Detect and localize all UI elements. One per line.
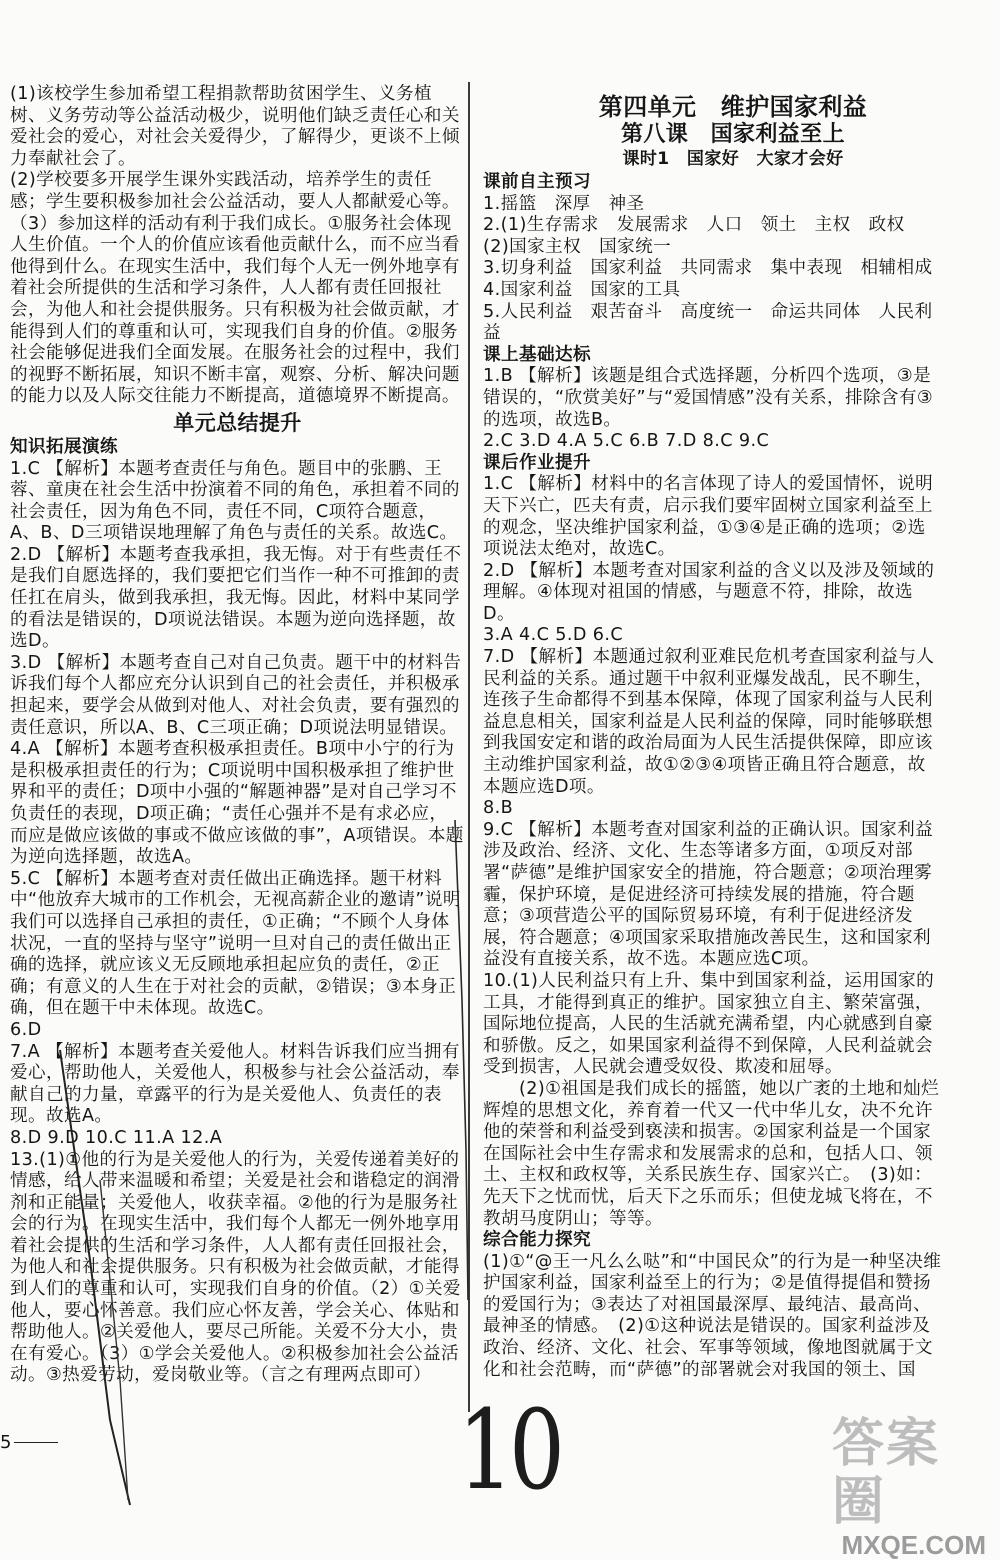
preview-line: 5.人民利益 艰苦奋斗 高度统一 命运共同体 人民利益 (483, 301, 933, 344)
left-intro-block (10, 84, 465, 408)
answer-item: 2.D 【解析】本题考查我承担，我无悔。对于有些责任不是我们自愿选择的，我们要把它们当作一种不可推卸的责任扛在肩头，做到我承担，我无悔。因此，材料中某同学的看法是错误的，D项说法错误。本题为逆向选择题，故选D。 (10, 544, 462, 652)
basic-line: 2.C 3.D 4.A 5.C 6.B 7.D 8.C 9.C (483, 431, 770, 452)
homework-line: 8.B (483, 798, 514, 819)
answer-item: 5.C 【解析】本题考查对责任做出正确选择。题干材料中“他放弃大城市的工作机会，无视高薪企业的邀请”说明我们可以选择自己承担的责任，①正确；“不顾个人身体状况，一直的坚持与坚守”说明一旦对自己的责任做出正确的选择，就应该义无反顾地承担起应负的责任，②正确；有意义的人生在于对社会的贡献，②错误；③本身正确，但在题干中未体现。故选C。 (10, 868, 461, 1019)
homework-line: 1.C 【解析】材料中的名言体现了诗人的爱国情怀，说明天下兴亡，匹夫有责，启示我们要牢固树立国家利益至上的观念，坚决维护国家利益，①③④是正确的选项；②选项说法太绝对，故选C。 (483, 474, 934, 560)
left-column (10, 84, 465, 1387)
right-column (483, 92, 943, 1381)
answer-item: 3.D 【解析】本题考查自己对自己负责。题干中的材料告诉我们每个人都应充分认识到自己的社会责任，并积极承担起来，要学会从做到对他人、对社会负责，要有强烈的责任意识，所以A、B、C三项正确；D项说法明显错误。 (10, 652, 462, 738)
homework-line: 3.A 4.C 5.D 6.C (483, 625, 624, 646)
lesson-title: 第八课 国家利益至上 (620, 122, 845, 147)
answer-item: 4.A 【解析】本题考查积极承担责任。B项中小宁的行为是积极承担责任的行为；C项说明中国积极承担了维护世界和平的责任；D项中小强的“解题神器”是对自己学习不负责任的表现，D项正确；“责任心强并不是有求必应，而应是做应该做的事或不做应该做的事”，A项错误。本题为逆向选择题，故选A。 (10, 739, 464, 868)
answer-item: 7.A 【解析】本题考查关爱他人。材料告诉我们应当拥有爱心，帮助他人，关爱他人，积极参与社会公益活动，奉献自己的力量，章露平的行为是关爱他人、负责任的表现。故选A。 (10, 1041, 460, 1127)
heading-preview: 课前自主预习 (483, 172, 591, 192)
session-title: 课时1 国家好 大家才会好 (622, 149, 844, 169)
comprehensive-line: (1)①“@王一凡么么哒”和“中国民众”的行为是一种坚决维护国家利益，国家利益至上的行为；②是值得提倡和赞扬的爱国行为；③表达了对祖国最深厚、最纯洁、最高尚、最神圣的情感。 (2)①这种说法是错误的。国家利益涉及政治、经济、文化、社会、军事等领域，像地图就属于文化和社会范畴，而“萨德”的部署就会对我国的领土、国 (483, 1251, 942, 1380)
preview-line: (2)国家主权 国家统一 (483, 236, 672, 257)
heading-basic: 课上基础达标 (483, 344, 591, 365)
page-number: 5 (0, 1432, 12, 1453)
preview-line: 3.切身利益 国家利益 共同需求 集中表现 相辅相成 (483, 258, 933, 279)
homework-line: 10.(1)人民利益只有上升、集中到国家利益，运用国家的工具，才能得到真正的维护。国家独立自主、繁荣富强，国际地位提高，人民的生活就充满希望，内心就感到自豪和骄傲。反之，如果国家利益得不到保障，人民利益就会受到损害，人民就会遭受奴役、欺凌和屈辱。 (483, 970, 935, 1078)
answer-item: 13.(1)①他的行为是关爱他人的行为，关爱传递着美好的情感，给人带来温暖和希望；关爱是社会和谐稳定的润滑剂和正能量；关爱他人，收获幸福。②他的行为是服务社会的行为。在现实生活中，我们每个人都无一例外地享用着社会提供的生活和学习条件，人人都有责任回报社会，为他人和社会提供服务。只有积极为社会做贡献，才能得到人们的尊重和认可，实现我们自身的价值。（2）①关爱他人，要心怀善意。我们应心怀友善，学会关心、体贴和帮助他人。②关爱他人，要尽己所能。关爱不分大小，贵在有爱心。（3）①学会关爱他人。②积极参加社会公益活动。③热爱劳动，爱岗敬业等。（言之有理两点即可） (10, 1149, 461, 1386)
site-watermark (832, 1414, 992, 1560)
column-divider (468, 82, 470, 1412)
handwritten-mark: 10 (457, 1386, 561, 1514)
watermark-logo-text: 答案圈 (832, 1414, 941, 1532)
preview-line: 4.国家利益 国家的工具 (483, 279, 681, 300)
homework-line: (2)①祖国是我们成长的摇篮，她以广袤的土地和灿烂辉煌的思想文化，养育着一代又一代中华儿女，决不允许他的荣誉和利益受到亵渎和损害。②国家利益是一个国家在国际社会中生存需求和发展需求的总和，包括人口、领土、主权和政权等，关系民族生存、国家兴亡。 (3)如：先天下之忧而忧，后天下之乐而乐；但使龙城飞将在，不教胡马度阴山；等等。 (483, 1078, 940, 1229)
unit-title: 第四单元 维护国家利益 (598, 93, 868, 121)
answer-paragraph: （3）参加这样的活动有利于我们成长。①服务社会体现人生价值。一个人的价值应该看他贡献什么，而不应当看他得到什么。在现实生活中，我们每个人无一例外地享有着社会所提供的生活和学习条件，人人都有责任回报社会，为他人和社会提供服务。只有积极为社会做贡献，才能得到人们的尊重和认可，实现我们自身的价值。②服务社会能够促进我们全面发展。在服务社会的过程中，我们的视野不断拓展，知识不断丰富，观察、分析、解决问题的能力以及人际交往能力不断提高，道德境界不断提高。 (10, 213, 460, 407)
subheading-knowledge-practice: 知识拓展演练 (10, 436, 118, 457)
section-title-unit-summary: 单元总结提升 (173, 410, 302, 435)
answer-paragraph: (2)学校要多开展学生课外实践活动，培养学生的责任感；学生要积极参加社会公益活动，要人人都献爱心等。 (10, 170, 460, 212)
answer-paragraph: (1)该校学生参加希望工程捐款帮助贫困学生、义务植树、义务劳动等公益活动极少，说明他们缺乏责任心和关爱社会的爱心，对社会关爱得少，了解得少，更谈不上倾力奉献社会了。 (10, 84, 460, 169)
answer-item: 6.D (10, 1019, 42, 1040)
homework-line: 9.C 【解析】本题考查对国家利益的正确认识。国家利益涉及政治、经济、文化、生态等诸多方面，①项反对部署“萨德”是维护国家安全的措施，符合题意；②项治理雾霾，保护环境，是促进经济可持续发展的措施，符合题意；③项营造公平的国际贸易环境，有利于促进经济发展，符合题意；④项国家采取措施改善民生，这和国家利益没有直接关系，故不选。本题应选C项。 (483, 819, 934, 970)
heading-homework: 课后作业提升 (483, 452, 591, 473)
watermark-url: MXQE.COM (841, 1530, 986, 1560)
basic-line: 1.B 【解析】该题是组合式选择题，分析四个选项，③是错误的，“欣赏美好”与“爱国情感”没有关系，排除含有③的选项，故选B。 (483, 366, 934, 430)
heading-comprehensive: 综合能力探究 (483, 1230, 591, 1251)
answer-item: 1.C 【解析】本题考查责任与角色。题目中的张鹏、王蓉、童庚在社会生活中扮演着不同的角色，承担着不同的社会责任，因为角色不同，责任不同，C项符合题意，A、B、D三项错误地理解了角色与责任的关系。故选C。 (10, 458, 460, 544)
homework-line: 7.D 【解析】本题通过叙利亚难民危机考查国家利益与人民利益的关系。通过题干中叙利亚爆发战乱，民不聊生，连孩子生命都得不到基本保障，体现了国家利益与人民利益息息相关，国家利益是人民利益的保障，同时能够联想到我国安定和谐的政治局面为人民生活提供保障，即应该主动维护国家利益，故①②③④项皆正确且符合题意，故本题应选D项。 (483, 647, 935, 797)
homework-line: 2.D 【解析】本题考查对国家利益的含义以及涉及领域的理解。④体现对祖国的情感，与题意不符，排除，故选D。 (483, 560, 935, 624)
preview-line: 1.摇篮 深厚 神圣 (483, 193, 645, 214)
preview-line: 2.(1)生存需求 发展需求 人口 领土 主权 政权 (483, 215, 905, 236)
page-number-rule (14, 1442, 58, 1443)
answer-item: 8.D 9.D 10.C 11.A 12.A (10, 1127, 223, 1148)
